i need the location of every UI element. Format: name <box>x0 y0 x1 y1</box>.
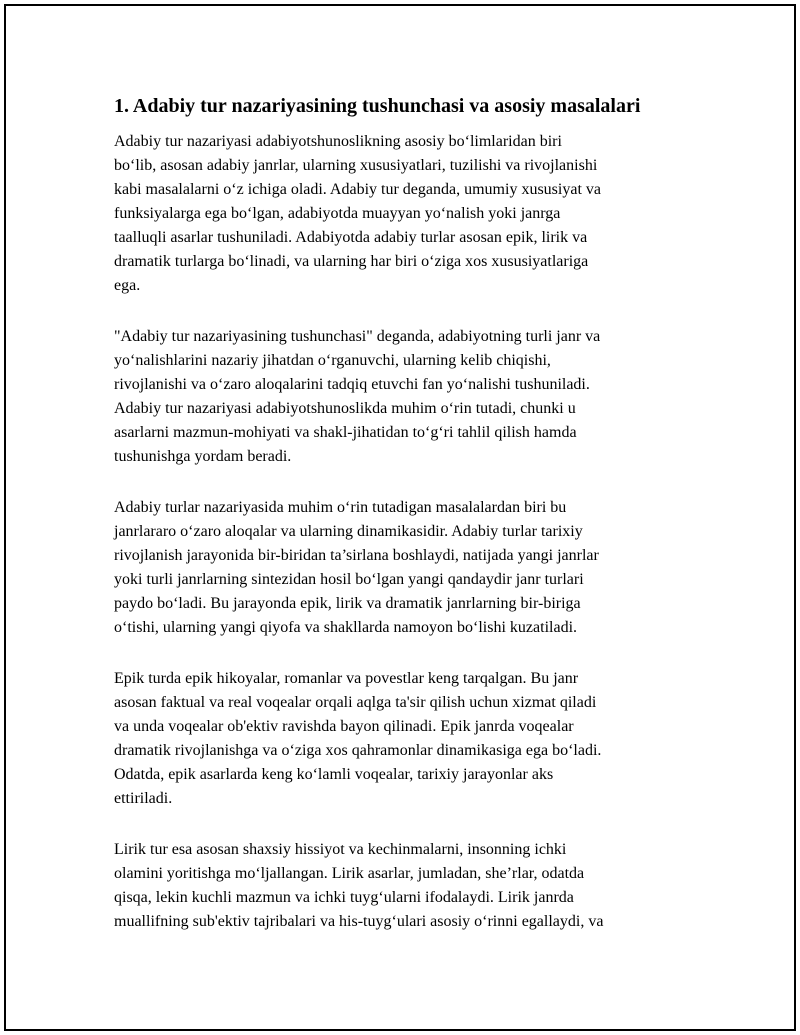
text-line: rivojlanishi va o‘zaro aloqalarini tadqiq etuvchi fan yo‘nalishi tushuniladi. <box>114 376 590 393</box>
text-line: ettiriladi. <box>114 790 173 807</box>
document-body <box>114 92 684 961</box>
text-line: paydo bo‘ladi. Bu jarayonda epik, lirik va dramatik janrlarning bir-biriga <box>114 595 581 612</box>
text-line: muallifning sub'ektiv tajribalari va his-tuyg‘ulari asosiy o‘rinni egallaydi, va <box>114 913 604 930</box>
text-line: Adabiy tur nazariyasi adabiyotshunoslikda muhim o‘rin tutadi, chunki u <box>114 400 576 417</box>
text-line: janrlararo o‘zaro aloqalar va ularning dinamikasidir. Adabiy turlar tarixiy <box>114 523 583 540</box>
text-line: Odatda, epik asarlarda keng ko‘lamli voqealar, tarixiy jarayonlar aks <box>114 766 554 783</box>
paragraph-5 <box>114 838 684 934</box>
text-line: yoki turli janrlarning sintezidan hosil bo‘lgan yangi qandaydir janr turlari <box>114 571 584 588</box>
text-line: dramatik turlarga bo‘linadi, va ularning har biri o‘ziga xos xususiyatlariga <box>114 253 589 270</box>
paragraph-2 <box>114 325 684 469</box>
text-line: kabi masalalarni o‘z ichiga oladi. Adabiy tur deganda, umumiy xususiyat va <box>114 181 601 198</box>
text-line: bo‘lib, asosan adabiy janrlar, ularning xususiyatlari, tuzilishi va rivojlanishi <box>114 157 598 174</box>
text-line: yo‘nalishlarini nazariy jihatdan o‘rganuvchi, ularning kelib chiqishi, <box>114 352 551 369</box>
paragraph-4 <box>114 667 684 811</box>
text-line: funksiyalarga ega bo‘lgan, adabiyotda muayyan yo‘nalish yoki janrga <box>114 205 561 222</box>
text-line: rivojlanish jarayonida bir-biridan ta’sirlana boshlaydi, natijada yangi janrlar <box>114 547 599 564</box>
text-line: Adabiy turlar nazariyasida muhim o‘rin tutadigan masalalardan biri bu <box>114 499 567 516</box>
text-line: asosan faktual va real voqealar orqali aqlga ta'sir qilish uchun xizmat qiladi <box>114 694 597 711</box>
text-line: Lirik tur esa asosan shaxsiy hissiyot va kechinmalarni, insonning ichki <box>114 841 567 858</box>
text-line: qisqa, lekin kuchli mazmun va ichki tuyg‘ularni ifodalaydi. Lirik janrda <box>114 889 574 906</box>
text-line: "Adabiy tur nazariyasining tushunchasi" deganda, adabiyotning turli janr va <box>114 328 601 345</box>
text-line: va unda voqealar ob'ektiv ravishda bayon qilinadi. Epik janrda voqealar <box>114 718 574 735</box>
text-line: olamini yoritishga mo‘ljallangan. Lirik asarlar, jumladan, she’rlar, odatda <box>114 865 585 882</box>
text-line: ega. <box>114 277 141 294</box>
text-line: Adabiy tur nazariyasi adabiyotshunoslikning asosiy bo‘limlaridan biri <box>114 133 562 150</box>
paragraph-3 <box>114 496 684 640</box>
section-title: 1. Adabiy tur nazariyasining tushunchasi va asosiy masalalari <box>114 95 641 117</box>
text-line: taalluqli asarlar tushuniladi. Adabiyotda adabiy turlar asosan epik, lirik va <box>114 229 588 246</box>
text-line: o‘tishi, ularning yangi qiyofa va shakllarda namoyon bo‘lishi kuzatiladi. <box>114 619 578 636</box>
text-line: Epik turda epik hikoyalar, romanlar va povestlar keng tarqalgan. Bu janr <box>114 670 579 687</box>
text-line: dramatik rivojlanishga va o‘ziga xos qahramonlar dinamikasiga ega bo‘ladi. <box>114 742 602 759</box>
text-line: tushunishga yordam beradi. <box>114 448 292 465</box>
text-line: asarlarni mazmun-mohiyati va shakl-jihatidan to‘g‘ri tahlil qilish hamda <box>114 424 577 441</box>
paragraph-1 <box>114 130 684 298</box>
